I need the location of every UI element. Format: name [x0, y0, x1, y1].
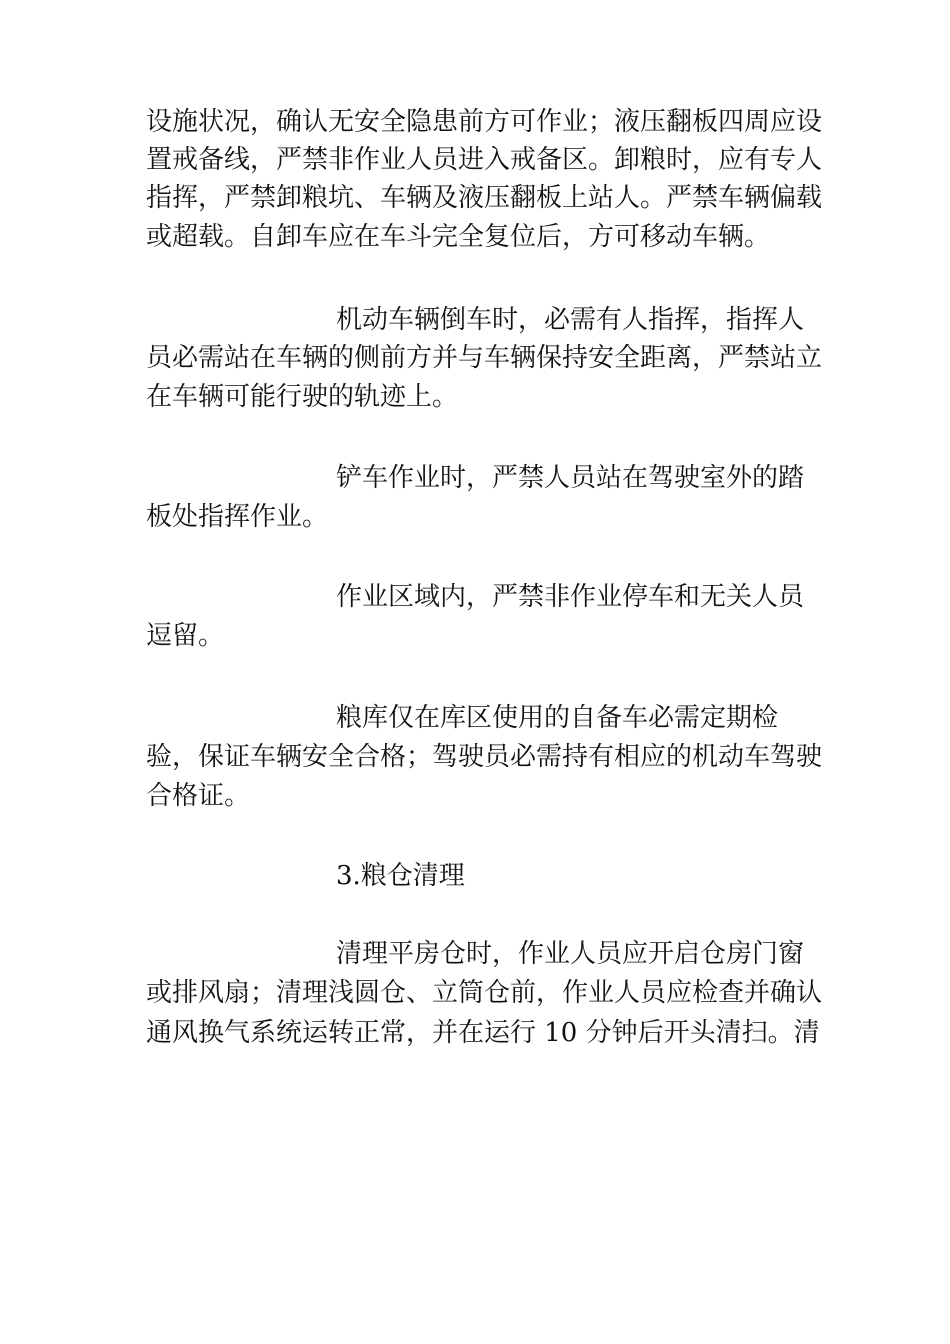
text-line: 合格证。	[146, 781, 251, 811]
text-line: 员必需站在车辆的侧前方并与车辆保持安全距离，严禁站立	[146, 343, 823, 373]
text-line: 验，保证车辆安全合格；驾驶员必需持有相应的机动车驾驶	[146, 742, 823, 772]
section-title: 3.粮仓清理	[336, 861, 465, 891]
text-line: 粮库仅在库区使用的自备车必需定期检	[336, 703, 779, 733]
text-line: 铲车作业时，严禁人员站在驾驶室外的踏	[336, 463, 805, 493]
text-line: 指挥，严禁卸粮坑、车辆及液压翻板上站人。严禁车辆偏载	[146, 183, 823, 213]
text-line: 通风换气系统运转正常，并在运行 10 分钟后开头清扫。清	[146, 1018, 820, 1048]
text-line: 板处指挥作业。	[146, 502, 329, 532]
text-line: 作业区域内，严禁非作业停车和无关人员	[336, 582, 805, 612]
text-line: 或排风扇；清理浅圆仓、立筒仓前，作业人员应检查并确认	[146, 978, 823, 1008]
text-line: 或超载。自卸车应在车斗完全复位后，方可移动车辆。	[146, 222, 771, 252]
text-line: 清理平房仓时，作业人员应开启仓房门窗	[336, 939, 805, 969]
text-line: 逗留。	[146, 621, 225, 651]
text-line: 置戒备线，严禁非作业人员进入戒备区。卸粮时，应有专人	[146, 145, 823, 175]
text-line: 设施状况，确认无安全隐患前方可作业；液压翻板四周应设	[146, 107, 823, 137]
text-line: 机动车辆倒车时，必需有人指挥，指挥人	[336, 305, 805, 335]
text-line: 在车辆可能行驶的轨迹上。	[146, 382, 459, 412]
